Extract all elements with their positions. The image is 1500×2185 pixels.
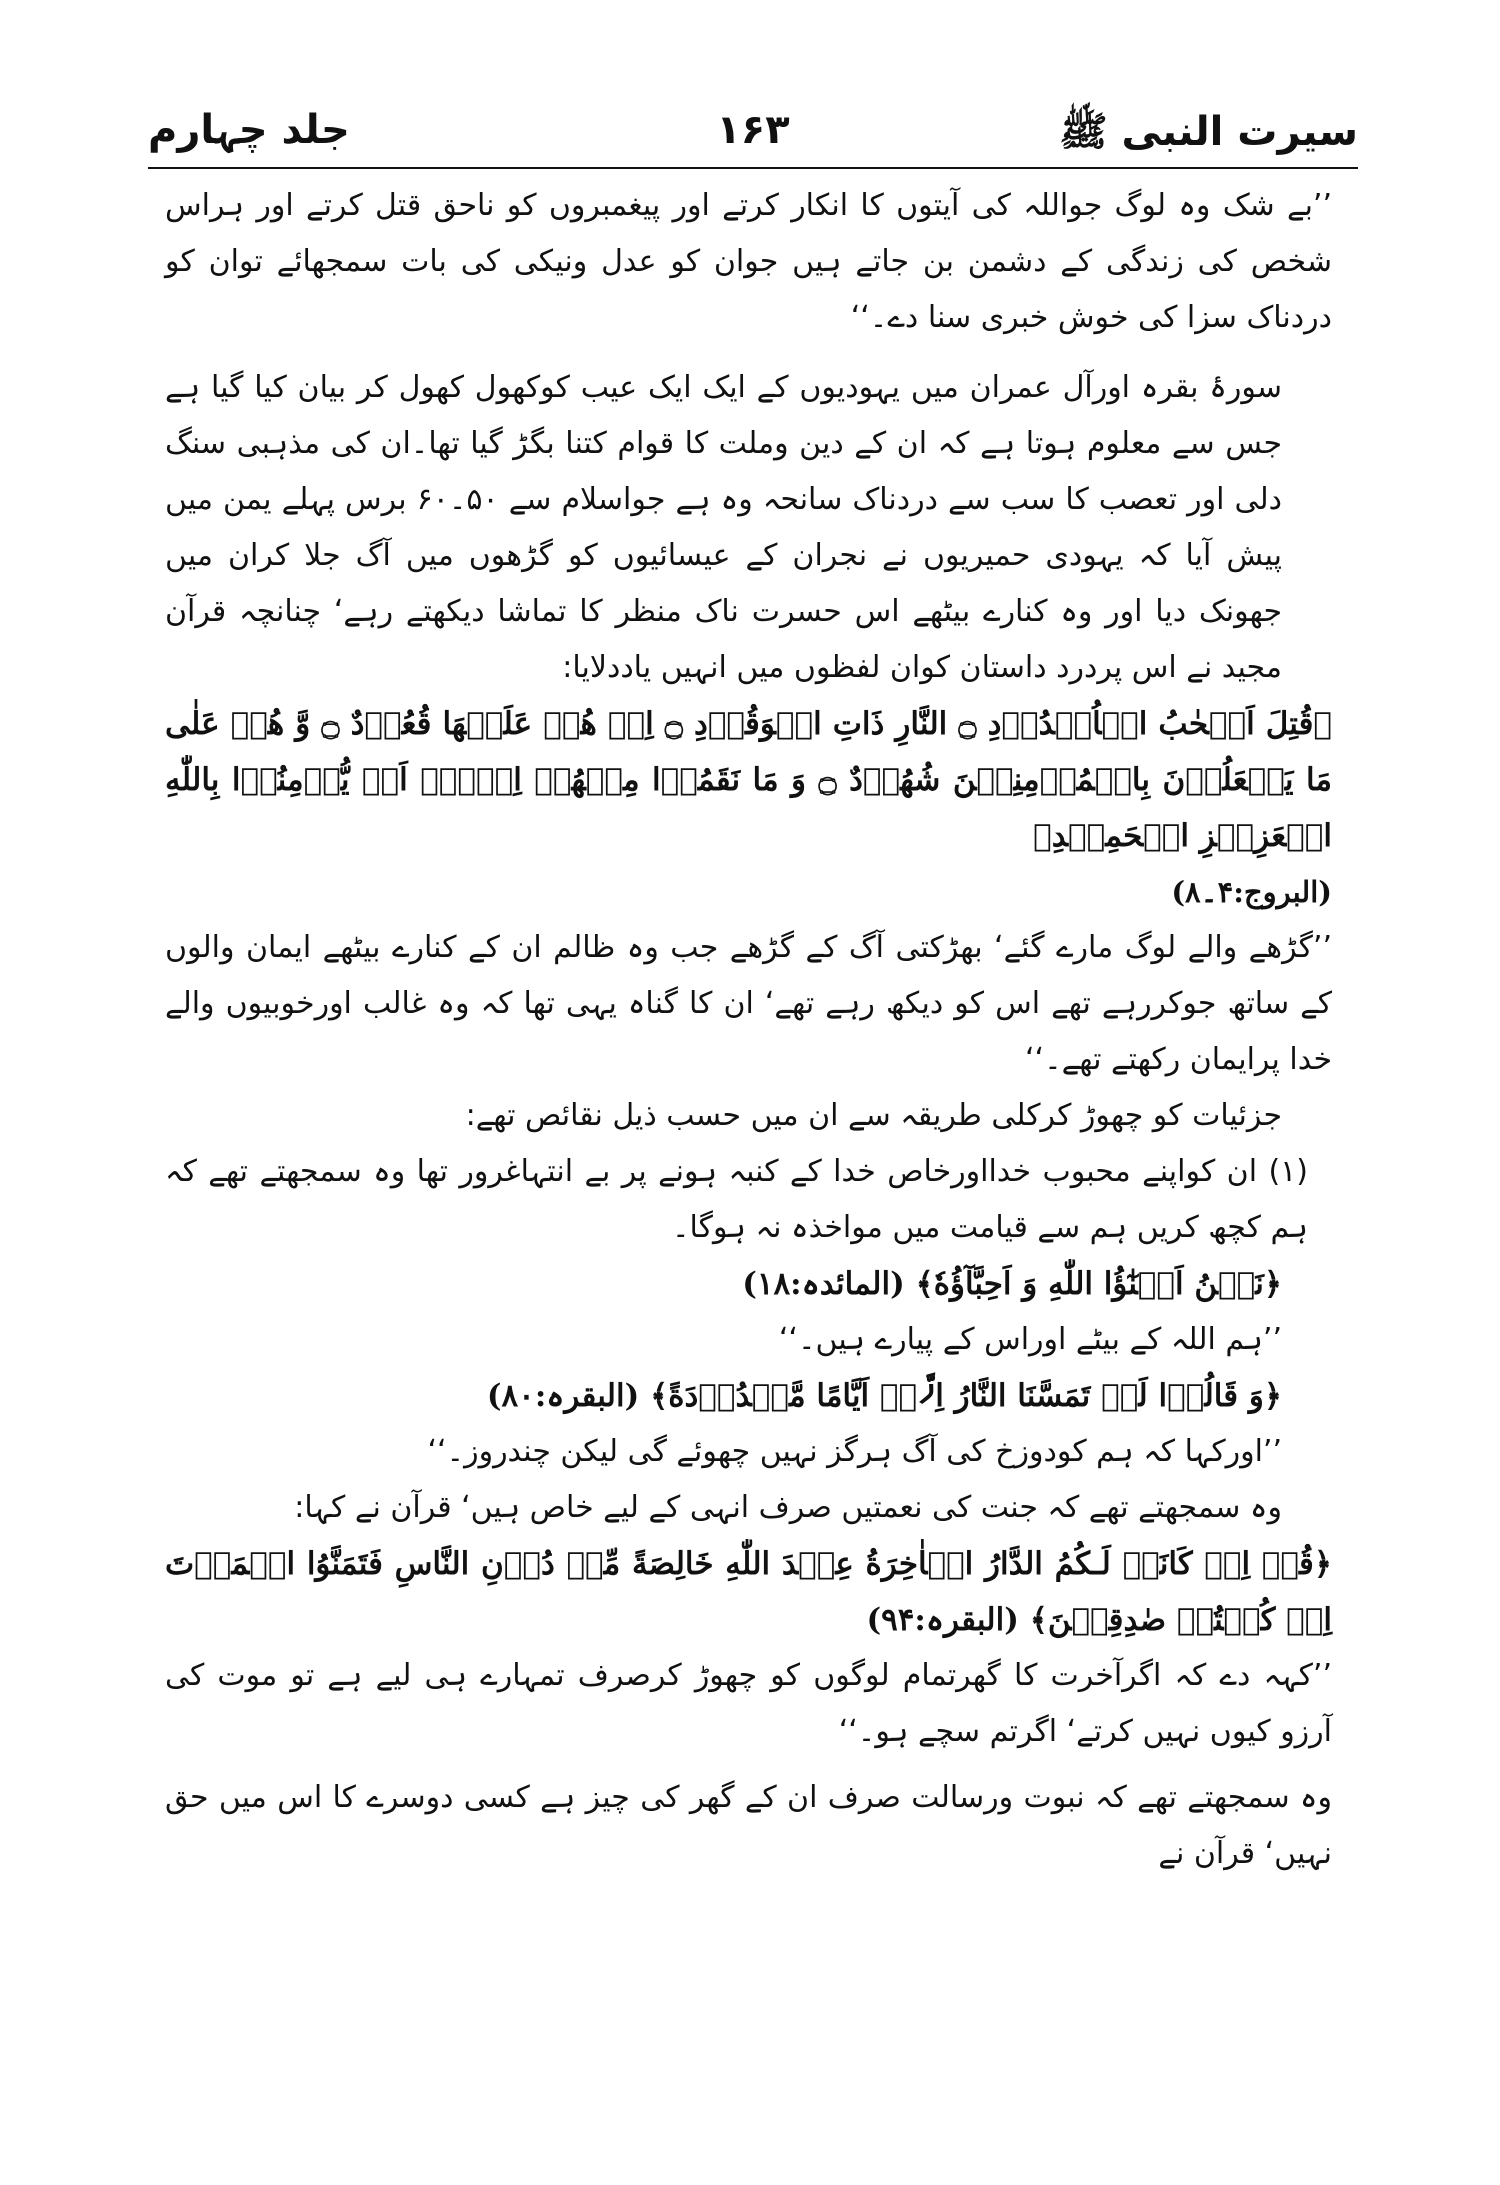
quote-paragraph: ’’گڑھے والے لوگ مارے گئے‘ بھڑکتی آگ کے گڑھے جب وہ ظالم ان کے کنارے بیٹھے ایمان والوں کے ساتھ جوکررہے تھے اس کو دیکھ رہے تھے‘ ان کا گناہ یہی تھا کہ وہ غالب اورخوبیوں والے خدا پرایمان رکھتے تھے۔‘‘ bbox=[165, 930, 1332, 1077]
quran-verse: ﴿قُتِلَ اَصۡحٰبُ الۡاُخۡدُوۡدِ ۝ النَّارِ ذَاتِ الۡوَقُوۡدِ ۝ اِذۡ هُمۡ عَلَيۡهَا قُعُوۡدٌ ۝ وَّ هُمۡ عَلٰى مَا يَفۡعَلُوۡنَ بِالۡمُؤۡمِنِيۡنَ شُهُوۡدٌ ۝ وَ مَا نَقَمُوۡا مِنۡهُمۡ اِلَّاۤ اَنۡ يُّؤۡمِنُوۡا بِاللّٰهِ الۡعَزِيۡزِ الۡحَمِيۡدِ﴾ bbox=[165, 706, 1333, 854]
prose-paragraph: جزئیات کو چھوڑ کرکلی طریقہ سے ان میں حسب ذیل نقائص تھے: bbox=[465, 1098, 1282, 1133]
quran-verse: ﴿قُلۡ اِنۡ كَانَتۡ لَـكُمُ الدَّارُ الۡاٰخِرَةُ عِنۡدَ اللّٰهِ خَالِصَةً مِّنۡ دُوۡنِ النَّاسِ فَتَمَنَّوُا الۡمَوۡتَ اِنۡ كُنۡتُمۡ صٰدِقِيۡنَ﴾ (البقرہ:۹۴) bbox=[165, 1546, 1332, 1638]
page-number: ۱۶۳ bbox=[716, 107, 790, 153]
quran-verse: ﴿وَ قَالُوۡا لَنۡ تَمَسَّنَا النَّارُ اِلَّاۤ اَيَّامًا مَّعۡدُوۡدَةً﴾ (البقرہ:۸۰) bbox=[486, 1378, 1282, 1414]
prose-paragraph: سورۂ بقرہ اورآل عمران میں یہودیوں کے ایک ایک عیب کوکھول کھول کر بیان کیا گیا ہے جس سے معلوم ہوتا ہے کہ ان کے دین وملت کا قوام کتنا بگڑ گیا تھا۔ان کی مذہبی سنگ دلی اور تعصب کا سب سے دردناک سانحہ وہ ہے جواسلام سے ۵۰۔۶۰ برس پہلے یمن میں پیش آیا کہ یہودی حمیریوں نے نجران کے عیسائیوں کو گڑھوں میں آگ جلا کران میں جھونک دیا اور وہ کنارے بیٹھے اس حسرت ناک منظر کا تماشا دیکھتے رہے‘ چنانچہ قرآن مجید نے اس پردرد داستان کوان لفظوں میں انہیں یاددلایا: bbox=[165, 370, 1282, 685]
prose-paragraph: وہ سمجھتے تھے کہ نبوت ورسالت صرف ان کے گھر کی چیز ہے کسی دوسرے کا اس میں حق نہیں‘ قرآن نے bbox=[165, 1780, 1332, 1871]
running-header bbox=[148, 105, 1358, 169]
quote-paragraph: ’’بے شک وہ لوگ جواللہ کی آیتوں کا انکار کرتے اور پیغمبروں کو ناحق قتل کرتے اور ہراس شخص کی زندگی کے دشمن بن جاتے ہیں جوان کو عدل ونیکی کی بات سمجھائے توان کو دردناک سزا کی خوش خبری سنا دے۔‘‘ bbox=[165, 188, 1332, 335]
verse-reference: (البروج:۴۔۸) bbox=[1171, 875, 1332, 909]
quote-paragraph: ’’ہم اللہ کے بیٹے اوراس کے پیارے ہیں۔‘‘ bbox=[778, 1322, 1282, 1357]
quote-paragraph: ’’کہہ دے کہ اگرآخرت کا گھرتمام لوگوں کو چھوڑ کرصرف تمہارے ہی لیے ہے تو موت کی آرزو کیوں نہیں کرتے‘ اگرتم سچے ہو۔‘‘ bbox=[165, 1658, 1332, 1749]
book-title: سیرت النبی ﷺ bbox=[1059, 109, 1358, 155]
prose-paragraph: وہ سمجھتے تھے کہ جنت کی نعمتیں صرف انہی کے لیے خاص ہیں‘ قرآن نے کہا: bbox=[294, 1490, 1282, 1525]
page-body bbox=[165, 178, 1360, 1882]
list-item: (۱) ان کواپنے محبوب خدااورخاص خدا کے کنبہ ہونے پر بے انتہاغرور تھا وہ سمجھتے تھے کہ ہم کچھ کریں ہم سے قیامت میں مواخذہ نہ ہوگا۔ bbox=[165, 1154, 1308, 1245]
quran-verse: ﴿نَحۡنُ اَبۡنٰٓؤُا اللّٰهِ وَ اَحِبَّآؤُهٗ﴾ (المائدہ:۱۸) bbox=[742, 1266, 1282, 1302]
quote-paragraph: ’’اورکہا کہ ہم کودوزخ کی آگ ہرگز نہیں چھوئے گی لیکن چندروز۔‘‘ bbox=[427, 1434, 1282, 1469]
volume-label: جلد چہارم bbox=[148, 107, 350, 153]
